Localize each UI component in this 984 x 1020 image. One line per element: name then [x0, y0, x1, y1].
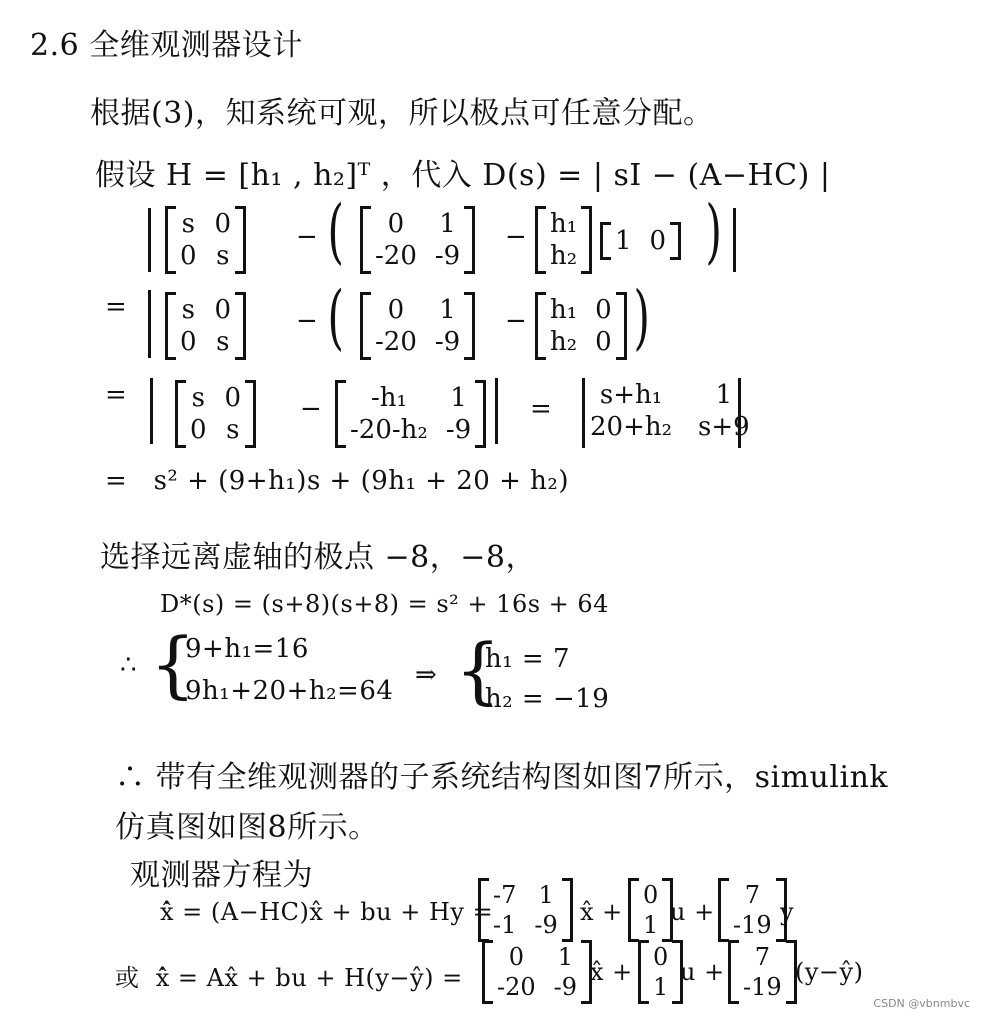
det-bar-left-3b: [582, 378, 585, 448]
matrix-HC-2: [535, 292, 627, 360]
cell: -9: [434, 327, 461, 357]
paren-open-2: (: [327, 276, 344, 358]
solution-1: h₁ = 7: [485, 644, 571, 674]
cell: 1: [450, 383, 467, 413]
matrix-A-1: [360, 206, 475, 274]
cell: h₂: [550, 241, 578, 271]
cell: 0: [653, 943, 669, 971]
cell: 7: [754, 943, 770, 971]
observer-eq2-m3-grid: [739, 943, 786, 1001]
cell: s: [216, 241, 230, 271]
cell: s: [226, 415, 240, 445]
cell: -20: [375, 327, 417, 357]
cell: -20: [375, 241, 417, 271]
cell: 0: [180, 241, 197, 271]
observer-eq2-m2: [638, 940, 683, 1004]
cell: -1: [493, 911, 517, 939]
cell: 0: [595, 327, 612, 357]
cell: 0: [180, 327, 197, 357]
cell: -9: [553, 973, 578, 1001]
cell: -9: [434, 241, 461, 271]
cell: -20-h₂: [350, 415, 428, 445]
minus-4: −: [505, 306, 528, 336]
det-result-3: [586, 380, 754, 442]
matrix-AHC-3: [335, 380, 486, 448]
cell: 0: [643, 881, 659, 909]
cell: 20+h₂: [590, 412, 673, 442]
implies-arrow: ⇒: [415, 660, 438, 690]
cell: -19: [733, 911, 772, 939]
observer-eq2-m1: [482, 940, 592, 1004]
cell: 0: [214, 209, 232, 239]
cell: -20: [497, 973, 536, 1001]
observer-title: 观测器方程为: [130, 858, 313, 893]
cell: 0: [387, 295, 405, 325]
cell: 1: [653, 973, 669, 1001]
cell: 0: [649, 226, 667, 256]
cell: s: [216, 327, 230, 357]
observer-eq1-m3-grid: [729, 881, 776, 939]
observer-eq1-t2: u +: [670, 898, 715, 926]
conclusion-line-2: 仿真图如图8所示。: [115, 810, 379, 845]
matrix-AHC-3-grid: [346, 383, 475, 445]
matrix-C-1-grid: [611, 226, 670, 256]
section-title: 2.6 全维观测器设计: [30, 28, 303, 63]
eq-sign-3b: =: [530, 394, 553, 424]
det-bar-right-3: [495, 378, 498, 444]
observer-eq2-t2: u +: [680, 958, 725, 986]
eq-sign-3: =: [105, 380, 128, 410]
cell: 0: [190, 415, 207, 445]
observer-eq1-t3: y: [780, 898, 795, 926]
matrix-sI-2: [165, 292, 246, 360]
desired-poly: D*(s) = (s+8)(s+8) = s² + 16s + 64: [160, 590, 609, 618]
therefore-1: ∴: [120, 650, 138, 680]
cell: 0: [387, 209, 405, 239]
cell: h₂: [550, 327, 578, 357]
observer-eq1-t1: x̂ +: [580, 898, 623, 926]
cell: 1: [643, 911, 659, 939]
matrix-sI-1-grid: [176, 209, 235, 271]
matrix-HC-2-grid: [546, 295, 616, 357]
matrix-A-2: [360, 292, 475, 360]
cell: 0: [595, 295, 612, 325]
matrix-sI-3-grid: [186, 383, 245, 445]
observer-eq1-m1: [478, 878, 573, 942]
cell: s: [181, 209, 195, 239]
det-bar-left-1: [148, 208, 151, 272]
observer-eq1-m2: [628, 878, 673, 942]
cell: 1: [715, 380, 733, 410]
cell: s: [191, 383, 205, 413]
det-result-3-grid: [586, 380, 754, 442]
det-bar-left-3: [150, 378, 153, 444]
observer-eq2-m1-grid: [493, 943, 581, 1001]
cell: 1: [538, 881, 554, 909]
watermark: CSDN @vbnmbvc: [873, 997, 970, 1010]
cell: h₁: [550, 209, 578, 239]
cell: -19: [743, 973, 782, 1001]
cell: -h₁: [370, 383, 407, 413]
det-bar-left-2: [148, 290, 151, 358]
cell: 7: [744, 881, 760, 909]
minus-1: −: [296, 222, 319, 252]
observer-eq1-m1-grid: [489, 881, 562, 939]
assume-line: 假设 H = [h₁ , h₂]ᵀ ，代入 D(s) = | sI − (A−HC) |: [95, 158, 831, 193]
solution-2: h₂ = −19: [485, 684, 610, 714]
matrix-sI-2-grid: [176, 295, 235, 357]
matrix-H-1-grid: [546, 209, 581, 271]
matrix-sI-3: [175, 380, 256, 448]
cell: 1: [557, 943, 573, 971]
conclusion-line-1: ∴ 带有全维观测器的子系统结构图如图7所示，simulink: [115, 760, 889, 795]
paren-close-1: ): [705, 190, 722, 272]
observer-eq1-m3: [718, 878, 787, 942]
observer-eq2-lhs: 或 x̂̇ = Ax̂ + bu + H(y−ŷ) =: [115, 964, 463, 992]
paren-close-2: ): [633, 276, 650, 358]
minus-5: −: [300, 394, 323, 424]
cell: 0: [224, 383, 242, 413]
cell: 1: [439, 295, 456, 325]
cell: s+h₁: [599, 380, 663, 410]
observer-eq2-t1: x̂ +: [590, 958, 633, 986]
observer-eq2-t3: (y−ŷ): [795, 958, 864, 986]
eq-system-1: 9+h₁=16: [185, 634, 309, 664]
pole-choice: 选择远离虚轴的极点 −8，−8，: [100, 540, 536, 575]
char-poly: = s² + (9+h₁)s + (9h₁ + 20 + h₂): [105, 466, 569, 496]
cell: -9: [534, 911, 558, 939]
observer-eq1-lhs: x̂̇ = (A−HC)x̂ + bu + Hy =: [160, 898, 494, 926]
cell: s+9: [698, 412, 750, 442]
observer-eq1-m2-grid: [639, 881, 662, 939]
eq-system-2: 9h₁+20+h₂=64: [185, 676, 394, 706]
eq-sign-2: =: [105, 292, 128, 322]
det-bar-right-3b: [738, 378, 741, 448]
cell: -9: [445, 415, 472, 445]
minus-2: −: [505, 222, 528, 252]
brace-left: {: [150, 622, 196, 706]
minus-3: −: [296, 306, 319, 336]
intro-line: 根据(3)，知系统可观，所以极点可任意分配。: [90, 96, 714, 131]
cell: s: [181, 295, 195, 325]
matrix-A-2-grid: [371, 295, 464, 357]
observer-eq2-m3: [728, 940, 797, 1004]
matrix-sI-1: [165, 206, 246, 274]
matrix-C-1: [600, 222, 681, 260]
cell: 1: [615, 226, 632, 256]
matrix-A-1-grid: [371, 209, 464, 271]
cell: -7: [493, 881, 517, 909]
observer-eq2-m2-grid: [649, 943, 672, 1001]
matrix-H-1: [535, 206, 592, 274]
cell: 1: [439, 209, 456, 239]
cell: h₁: [550, 295, 578, 325]
cell: 0: [508, 943, 524, 971]
cell: 0: [214, 295, 232, 325]
paren-open-1: (: [327, 190, 344, 272]
brace-right: {: [455, 628, 501, 712]
det-bar-right-1: [733, 208, 736, 272]
